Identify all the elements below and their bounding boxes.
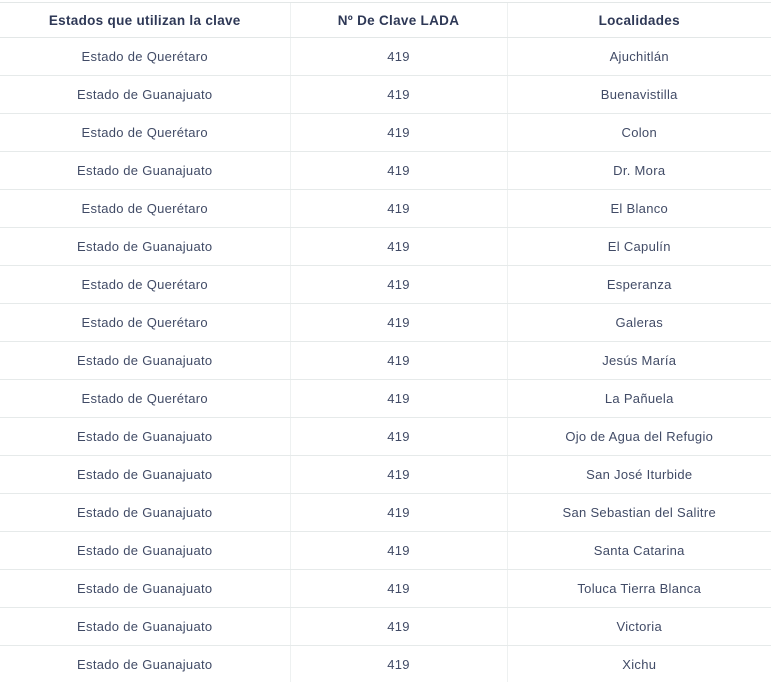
cell-localidad: Galeras — [507, 304, 771, 342]
column-header-localidades: Localidades — [507, 3, 771, 38]
table-row — [0, 76, 771, 114]
cell-localidad: Xichu — [507, 646, 771, 682]
cell-localidad: Jesús María — [507, 342, 771, 380]
cell-estado: Estado de Guanajuato — [0, 456, 290, 494]
table-row — [0, 190, 771, 228]
cell-estado: Estado de Guanajuato — [0, 342, 290, 380]
cell-estado: Estado de Querétaro — [0, 190, 290, 228]
cell-clave-lada: 419 — [290, 228, 507, 266]
cell-estado: Estado de Guanajuato — [0, 494, 290, 532]
cell-estado: Estado de Guanajuato — [0, 418, 290, 456]
cell-clave-lada: 419 — [290, 38, 507, 76]
cell-localidad: Victoria — [507, 608, 771, 646]
cell-clave-lada: 419 — [290, 494, 507, 532]
cell-estado: Estado de Querétaro — [0, 114, 290, 152]
cell-localidad: Santa Catarina — [507, 532, 771, 570]
cell-clave-lada: 419 — [290, 114, 507, 152]
cell-localidad: El Blanco — [507, 190, 771, 228]
cell-clave-lada: 419 — [290, 190, 507, 228]
table-header-row — [0, 3, 771, 38]
cell-clave-lada: 419 — [290, 418, 507, 456]
cell-estado: Estado de Guanajuato — [0, 646, 290, 682]
table-row — [0, 494, 771, 532]
cell-estado: Estado de Querétaro — [0, 38, 290, 76]
cell-localidad: El Capulín — [507, 228, 771, 266]
cell-localidad: La Pañuela — [507, 380, 771, 418]
table-row — [0, 608, 771, 646]
column-header-estados: Estados que utilizan la clave — [0, 3, 290, 38]
table-row — [0, 456, 771, 494]
table-row — [0, 380, 771, 418]
cell-localidad: Colon — [507, 114, 771, 152]
cell-estado: Estado de Querétaro — [0, 266, 290, 304]
table-row — [0, 646, 771, 682]
cell-localidad: Dr. Mora — [507, 152, 771, 190]
cell-localidad: Ojo de Agua del Refugio — [507, 418, 771, 456]
cell-estado: Estado de Guanajuato — [0, 532, 290, 570]
column-header-clave-lada: Nº De Clave LADA — [290, 3, 507, 38]
cell-clave-lada: 419 — [290, 532, 507, 570]
cell-clave-lada: 419 — [290, 304, 507, 342]
cell-localidad: Esperanza — [507, 266, 771, 304]
table-row — [0, 114, 771, 152]
cell-estado: Estado de Guanajuato — [0, 608, 290, 646]
cell-clave-lada: 419 — [290, 266, 507, 304]
cell-localidad: Toluca Tierra Blanca — [507, 570, 771, 608]
cell-localidad: Buenavistilla — [507, 76, 771, 114]
cell-clave-lada: 419 — [290, 456, 507, 494]
cell-clave-lada: 419 — [290, 380, 507, 418]
cell-estado: Estado de Guanajuato — [0, 570, 290, 608]
table-row — [0, 38, 771, 76]
table-row — [0, 342, 771, 380]
lada-codes-table — [0, 2, 771, 682]
table-row — [0, 418, 771, 456]
cell-clave-lada: 419 — [290, 570, 507, 608]
cell-estado: Estado de Querétaro — [0, 380, 290, 418]
cell-localidad: Ajuchitlán — [507, 38, 771, 76]
cell-estado: Estado de Guanajuato — [0, 228, 290, 266]
table-row — [0, 266, 771, 304]
table-row — [0, 228, 771, 266]
cell-estado: Estado de Guanajuato — [0, 76, 290, 114]
cell-estado: Estado de Querétaro — [0, 304, 290, 342]
cell-clave-lada: 419 — [290, 646, 507, 682]
table-row — [0, 532, 771, 570]
cell-clave-lada: 419 — [290, 76, 507, 114]
cell-clave-lada: 419 — [290, 342, 507, 380]
cell-estado: Estado de Guanajuato — [0, 152, 290, 190]
cell-clave-lada: 419 — [290, 152, 507, 190]
cell-localidad: San José Iturbide — [507, 456, 771, 494]
table-row — [0, 304, 771, 342]
cell-clave-lada: 419 — [290, 608, 507, 646]
cell-localidad: San Sebastian del Salitre — [507, 494, 771, 532]
table-row — [0, 570, 771, 608]
table-body — [0, 38, 771, 682]
table-row — [0, 152, 771, 190]
